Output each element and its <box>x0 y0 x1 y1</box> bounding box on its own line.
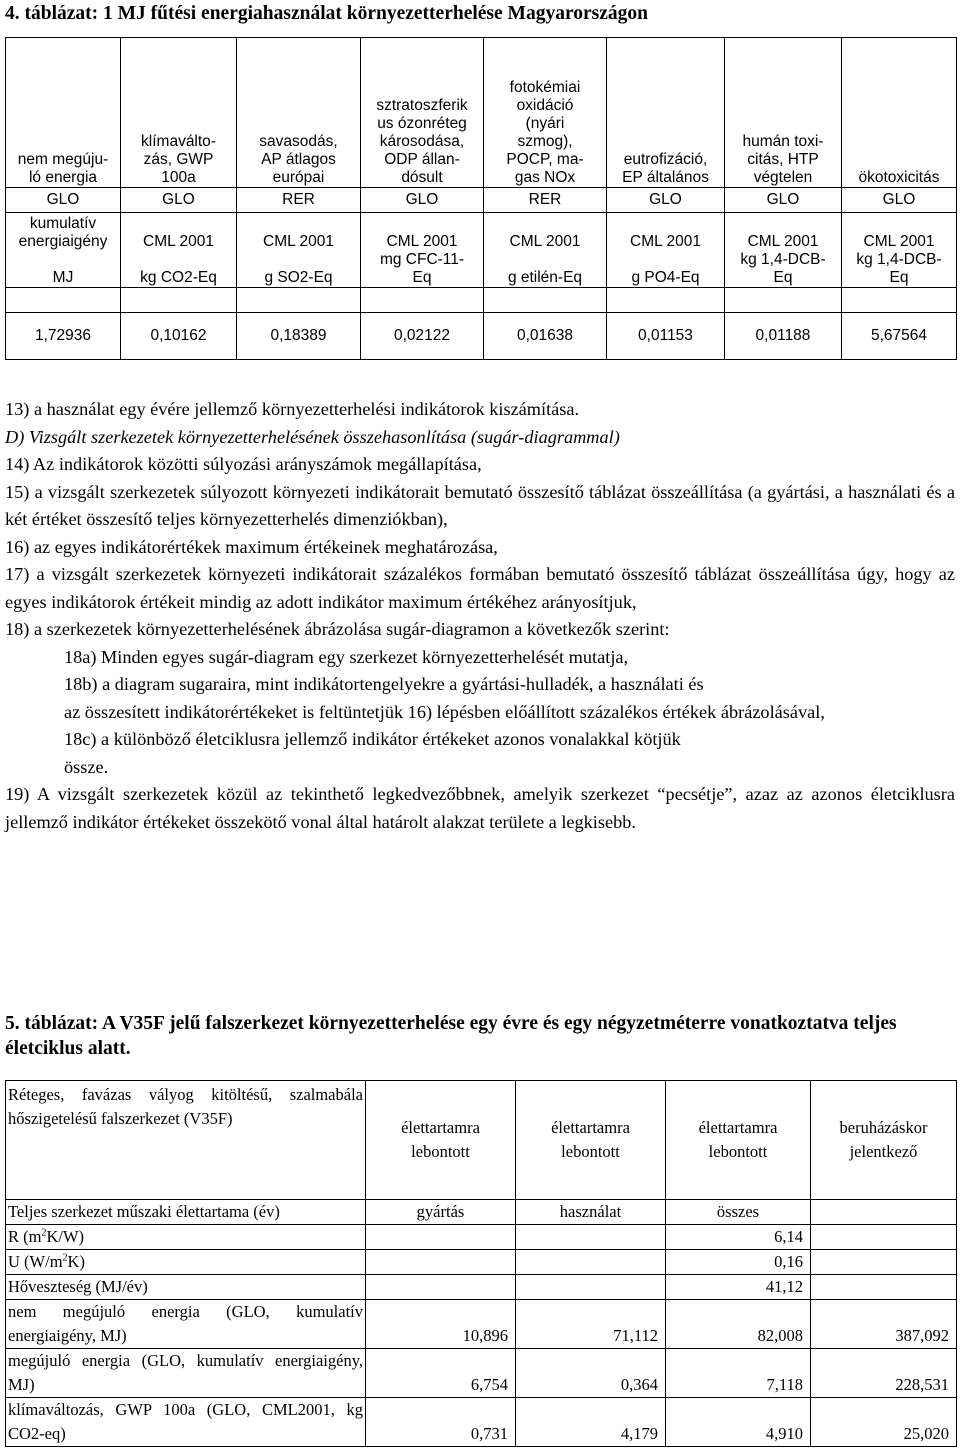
step-18b-line2: az összesített indikátorértékeket is feltüntetjük 16) lépésben előállított százalékos értékek ábrázolásával, <box>64 701 825 722</box>
row-label: R $(m^2K/W)$ <box>6 1225 366 1250</box>
indicator-value: 0,10162 <box>121 313 237 360</box>
table5-cell <box>811 1250 957 1275</box>
table4-cell <box>361 288 484 313</box>
indicator-header: ökotoxicitás <box>842 38 957 188</box>
method-unit-cell: CML 2001 g etilén-Eq <box>484 213 607 288</box>
col-osszes: összes <box>666 1200 811 1225</box>
section-d-heading: D) Vizsgált szerkezetek környezetterhelésének összehasonlítása (sugár-diagrammal) <box>5 426 620 447</box>
table5-heading: 5. táblázat: A V35F jelű falszerkezet környezetterhelése egy évre és egy négyzetméterre vonatkoztatva teljes életciklus alatt. <box>5 1013 897 1059</box>
cell-value: 0,16 <box>666 1250 811 1275</box>
method-unit-cell: CML 2001 g SO2-Eq <box>237 213 361 288</box>
table5 <box>5 1080 957 1447</box>
source-cell: RER <box>484 188 607 213</box>
indicator-value: 5,67564 <box>842 313 957 360</box>
table5-col-head: élettartamra lebontott <box>366 1081 516 1200</box>
source-cell: GLO <box>725 188 842 213</box>
table4-values-row <box>6 313 957 360</box>
cell-value: 6,14 <box>666 1225 811 1250</box>
indicator-header: humán toxi- citás, HTP végtelen <box>725 38 842 188</box>
indicator-header: eutrofizáció, EP általános <box>607 38 725 188</box>
step-14: 14) Az indikátorok közötti súlyozási arányszámok megállapítása, <box>5 454 482 474</box>
table5-col-head: élettartamra lebontott <box>666 1081 811 1200</box>
table4-cell <box>6 288 121 313</box>
table4-cell <box>607 288 725 313</box>
source-cell: GLO <box>361 188 484 213</box>
body-text <box>5 396 955 836</box>
cell-value: 228,531 <box>811 1349 957 1398</box>
row-label: klímaváltozás, GWP 100a (GLO, CML2001, kg CO2-eq) <box>6 1398 366 1447</box>
step-15: 15) a vizsgált szerkezetek súlyozott környezeti indikátorait bemutató összesítő táblázat összeállítása (a gyártási, a használati és a két értéket összesítő teljes környezetterhelés dimenziókban), <box>5 481 955 529</box>
method-unit-cell: CML 2001 kg CO2-Eq <box>121 213 237 288</box>
indicator-header: nem megúju- ló energia <box>6 38 121 188</box>
row-label: megújuló energia (GLO, kumulatív energiaigény, MJ) <box>6 1349 366 1398</box>
cell-value: 41,12 <box>666 1275 811 1300</box>
indicator-header: savasodás, AP átlagos európai <box>237 38 361 188</box>
row-label: Hőveszteség (MJ/év) <box>6 1275 366 1300</box>
indicator-header: fotokémiai oxidáció (nyári szmog), POCP, ma- gas NOx <box>484 38 607 188</box>
row-label: U $(W/m^2K)$ <box>6 1250 366 1275</box>
table5-data-row <box>6 1300 957 1349</box>
indicator-value: 0,02122 <box>361 313 484 360</box>
table5-data-row <box>6 1349 957 1398</box>
row-label: Teljes szerkezet műszaki élettartama (év) <box>6 1200 366 1225</box>
table5-cell <box>366 1225 516 1250</box>
table5-heat-row <box>6 1275 957 1300</box>
indicator-value: 0,01153 <box>607 313 725 360</box>
table4-header-row <box>6 38 957 188</box>
table4-cell <box>121 288 237 313</box>
indicator-header: klímaválto- zás, GWP 100a <box>121 38 237 188</box>
method-unit-cell: CML 2001 kg 1,4-DCB- Eq <box>725 213 842 288</box>
indicator-value: 0,18389 <box>237 313 361 360</box>
table5-cell <box>811 1225 957 1250</box>
table5-col-head: beruházáskor jelentkező <box>811 1081 957 1200</box>
indicator-header: sztratoszferik us ózonréteg károsodása, ODP állan- dósult <box>361 38 484 188</box>
step-18b-line1: 18b) a diagram sugaraira, mint indikátortengelyekre a gyártási-hulladék, a használati és <box>64 674 704 694</box>
step-13: 13) a használat egy évére jellemző környezetterhelési indikátorok kiszámítása. <box>5 399 580 419</box>
table5-title: Réteges, favázas vályog kitöltésű, szalmabála hőszigetelésű falszerkezet (V35F) <box>6 1081 366 1200</box>
table5-cell <box>366 1275 516 1300</box>
cell-value: 7,118 <box>666 1349 811 1398</box>
step-18: 18) a szerkezetek környezetterhelésének ábrázolása sugár-diagramon a következők szerint: <box>5 619 670 639</box>
table4-blank-row <box>6 288 957 313</box>
table4-method-row <box>6 213 957 288</box>
cell-value: 387,092 <box>811 1300 957 1349</box>
table5-cell <box>811 1200 957 1225</box>
table4-cell <box>237 288 361 313</box>
source-cell: RER <box>237 188 361 213</box>
table4-cell <box>484 288 607 313</box>
method-unit-cell: CML 2001 mg CFC-11- Eq <box>361 213 484 288</box>
cell-value: 0,731 <box>366 1398 516 1447</box>
step-18c-line2: össze. <box>64 756 109 777</box>
step-19: 19) A vizsgált szerkezetek közül az tekinthető legkedvezőbbnek, amelyik szerkezet “pecsétje”, azaz az azonos életciklusra jellemző indikátor értékeket összekötő vonal által határolt alakzat területe a legkisebb. <box>5 784 955 832</box>
table5-cell <box>516 1275 666 1300</box>
source-cell: GLO <box>6 188 121 213</box>
table4-source-row <box>6 188 957 213</box>
table4-cell <box>725 288 842 313</box>
cell-value: 25,020 <box>811 1398 957 1447</box>
step-17: 17) a vizsgált szerkezetek környezeti indikátorait százalékos formában bemutató összesítő táblázat összeállítása úgy, hogy az egyes indikátorok értékeit mindig az adott indikátor maximum értékéhez arányosítjuk, <box>5 564 955 612</box>
indicator-value: 0,01188 <box>725 313 842 360</box>
cell-value: 10,896 <box>366 1300 516 1349</box>
table5-r-row <box>6 1225 957 1250</box>
indicator-value: 0,01638 <box>484 313 607 360</box>
source-cell: GLO <box>607 188 725 213</box>
cell-value: 0,364 <box>516 1349 666 1398</box>
indicator-value: 1,72936 <box>6 313 121 360</box>
cell-value: 4,179 <box>516 1398 666 1447</box>
source-cell: GLO <box>121 188 237 213</box>
table5-data-row <box>6 1398 957 1447</box>
cell-value: 6,754 <box>366 1349 516 1398</box>
cell-value: 82,008 <box>666 1300 811 1349</box>
table4-heading: 4. táblázat: 1 MJ fűtési energiahasználat környezetterhelése Magyarországon <box>5 3 648 24</box>
table5-cell <box>516 1250 666 1275</box>
source-cell: GLO <box>842 188 957 213</box>
cell-value: 71,112 <box>516 1300 666 1349</box>
step-16: 16) az egyes indikátorértékek maximum értékeinek meghatározása, <box>5 536 498 557</box>
table5-lifetime-row <box>6 1200 957 1225</box>
method-unit-cell: CML 2001 g PO4-Eq <box>607 213 725 288</box>
table5-cell <box>811 1275 957 1300</box>
table4 <box>5 37 957 360</box>
step-18a: 18a) Minden egyes sugár-diagram egy szerkezet környezetterhelését mutatja, <box>64 646 629 667</box>
table4-cell <box>842 288 957 313</box>
col-gyartas: gyártás <box>366 1200 516 1225</box>
method-unit-cell: kumulatív energiaigény MJ <box>6 213 121 288</box>
table5-u-row <box>6 1250 957 1275</box>
row-label: nem megújuló energia (GLO, kumulatív energiaigény, MJ) <box>6 1300 366 1349</box>
table5-title-row <box>6 1081 957 1200</box>
table5-cell <box>366 1250 516 1275</box>
table5-cell <box>516 1225 666 1250</box>
table5-col-head: élettartamra lebontott <box>516 1081 666 1200</box>
col-hasznalat: használat <box>516 1200 666 1225</box>
cell-value: 4,910 <box>666 1398 811 1447</box>
method-unit-cell: CML 2001 kg 1,4-DCB- Eq <box>842 213 957 288</box>
step-18c-line1: 18c) a különböző életciklusra jellemző indikátor értékeket azonos vonalakkal kötjük <box>64 729 681 749</box>
